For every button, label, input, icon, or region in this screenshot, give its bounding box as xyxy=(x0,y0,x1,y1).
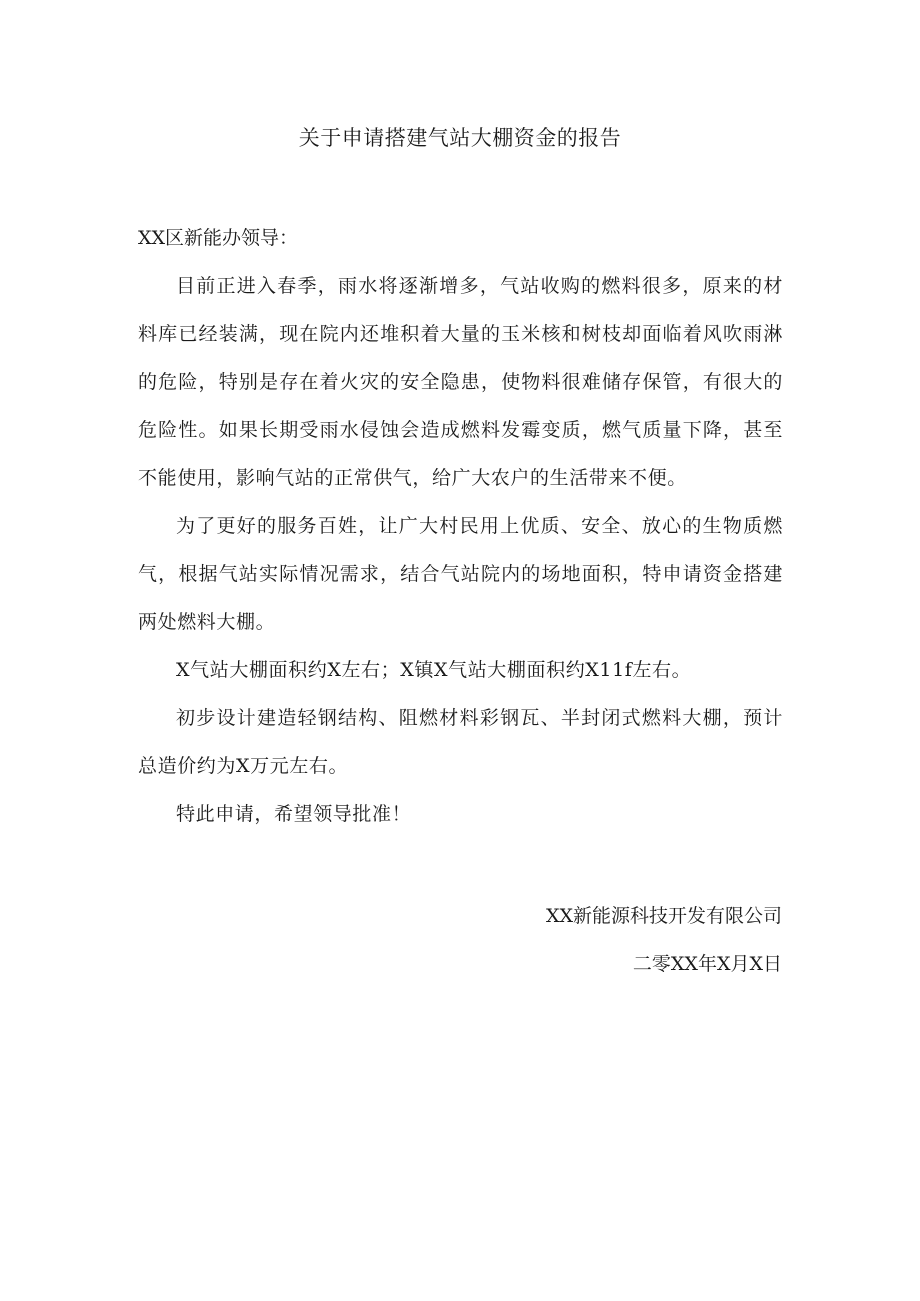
signature-block xyxy=(546,892,782,988)
document-body xyxy=(138,214,783,838)
body-paragraph: 初步设计建造轻钢结构、阻燃材料彩钢瓦、半封闭式燃料大棚，预计总造价约为X万元左右。 xyxy=(138,707,783,777)
signature-organization: XX新能源科技开发有限公司 xyxy=(545,905,782,927)
salutation: XX区新能办领导： xyxy=(138,227,299,249)
body-paragraph: 目前正进入春季，雨水将逐渐增多，气站收购的燃料很多，原来的材料库已经装满，现在院内还堆积着大量的玉米核和树枝却面临着风吹雨淋的危险，特别是存在着火灾的安全隐患，使物料很难储存保管，有很大的危险性。如果长期受雨水侵蚀会造成燃料发霉变质，燃气质量下降，甚至不能使用，影响气站的正常供气，给广大农户的生活带来不便。 xyxy=(138,275,783,489)
document-title: 关于申请搭建气站大棚资金的报告 xyxy=(298,126,622,150)
signature-date: 二零XX年X月X日 xyxy=(632,953,782,975)
body-paragraph: 特此申请，希望领导批准！ xyxy=(176,803,412,825)
body-paragraph: 为了更好的服务百姓，让广大村民用上优质、安全、放心的生物质燃气，根据气站实际情况需求，结合气站院内的场地面积，特申请资金搭建两处燃料大棚。 xyxy=(138,515,783,633)
body-paragraph: X气站大棚面积约X左右；X镇X气站大棚面积约X11f左右。 xyxy=(176,659,692,681)
